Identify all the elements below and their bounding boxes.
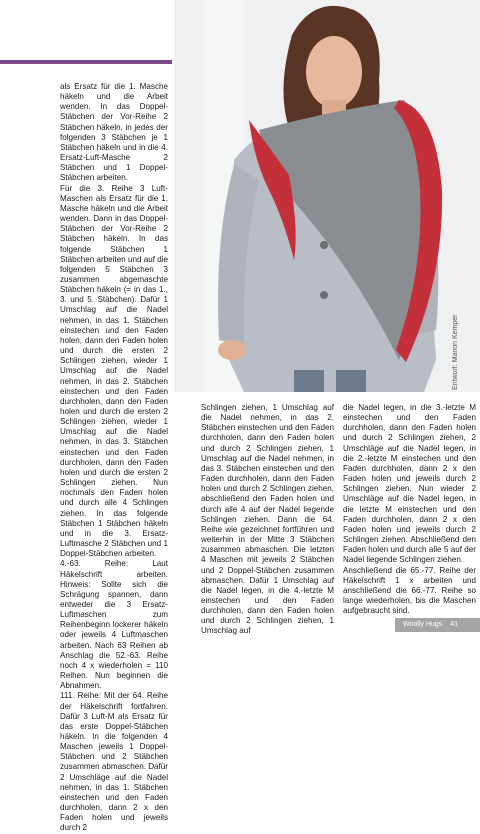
paragraph: Für die 3. Reihe 3 Luft-Maschen als Ersatz für die 1. Masche häkeln und die Arbeit wenden. Dann in das Doppel-Stäbchen der Vor-Reihe 2 Stäbchen häkeln. In das folgende Stäbchen 1 Stäbchen arbeiten und auf die folgenden 5 Stäbchen 3 zusammen abgemaschte Stäbchen häkeln (= in das 1., 3. und 5. Stäbchen). Dafür 1 Umschlag auf die Nadel nehmen, in das 1. Stäbchen einstechen und den Faden holen, dann den Faden holen und durch die ersten 2 Schlingen ziehen, wieder 1 Umschlag auf die Nadel nehmen, in das 2. Stäbchen einstechen und den Faden durchholen, dann den Faden holen und durch die ersten 2 Schlingen ziehen, wieder 1 Umschlag auf die Nadel nehmen, in das 3. Stäbchen einstechen und den Faden durchholen, dann den Faden holen und durch die ersten 2 Schlingen ziehen. Nun nochmals den Faden holen und durch alle 4 Schlingen ziehen. In das folgende Stäbchen 1 Stäbchen häkeln und in die 3. Ersatz-Luftmasche 2 Stäbchen und 1 Doppel-Stäbchen arbeiten. [60, 183, 169, 559]
paragraph: 111. Reihe: Mit der 64. Reihe der Häkelschrift fortfahren. Dafür 3 Luft-M als Ersatz für das erste Doppel-Stäbchen häkeln. In die folgenden 4 Maschen jeweils 1 Doppel-Stäbchen und 2 Stäbchen zusammen abmaschen. Dafür 2 Umschläge auf die Nadel nehmen, in das 1. Stäbchen einstechen und den Faden durchholen, dann 2 x den Faden holen und jeweils durch 2 [60, 691, 168, 833]
paragraph: die Nadel legen, in die 3.-letzte M einstechen und den Faden durchholen, dann den Faden holen und durch 2 Schlingen ziehen, 2 Umschläge auf die Nadel legen, in die 2.-letzte M einstechen und den Faden durchholen, dann 2 x den Faden holen und jeweils durch 2 Schlingen ziehen. Nun wieder 2 Umschläge auf die Nadel legen, in die letzte M einstechen und den Faden durchholen, dann 2 x den Faden holen und jeweils durch 2 Schlingen ziehen. Abschließend den Faden holen und durch alle 5 auf der Nadel liegende Schlingen ziehen. [343, 403, 476, 565]
paragraph: Schlingen ziehen, 1 Umschlag auf die Nadel nehmen, in das 2. Stäbchen einstechen und den Faden durchholen, dann den Faden holen und durch 2 Schlingen ziehen, 1 Umschlag auf die Nadel nehmen, in das 3. Stäbchen einstechen und den Faden durchholen, dann den Faden holen und durch 2 Schlingen ziehen, abschließend den Faden holen und durch alle 4 auf der Nadel liegende Schlingen ziehen. Dann die 64. Reihe wie gezeichnet fortführen und weiterhin in der Mitte 3 Stäbchen zusammen abmaschen. Die letzten 4 Maschen mit jeweils 2 Stäbchen und 2 Doppel-Stäbchen zusammen abmaschen. Dafür 1 Umschlag auf die Nadel legen, in die 4.-letzte M einstechen und den Faden durchholen, dann den Faden holen und durch 2 Schlingen ziehen, 1 Umschlag auf [201, 403, 334, 636]
paragraph: als Ersatz für die 1. Masche häkeln und die Arbeit wenden. In das Doppel-Stäbchen der Vor-Reihe 2 Stäbchen häkeln, in jedes der folgenden 3 Stäbchen je 1 Stäbchen häkeln und in die 4. Ersatz-Luft-Masche 2 Stäbchen und 1 Doppel-Stäbchen arbeiten. [60, 82, 168, 183]
shawl-illustration [174, 0, 480, 392]
page-number: 41 [450, 621, 458, 628]
magazine-name: Woolly Hugs [403, 621, 443, 628]
model-photo [174, 0, 480, 392]
text-column-1 [60, 82, 169, 833]
accent-rule [0, 60, 172, 64]
photo-credit: Entwurf: Marion Kemper [452, 314, 459, 390]
paragraph: 4.-63. Reihe: Laut Häkelschrift arbeiten. Hinweis: Sollte sich die Schrägung spannen, dann entweder die 3 Ersatz-Luftmaschen zum Reihenbeginn lockerer häkeln oder jeweils 4 Luftmaschen arbeiten. Nach 63 Reihen ab Anschlag die 52.-63. Reihe noch 4 x wiederholen = 110 Reihen. Nun beginnen die Abnahmen. [60, 559, 168, 691]
text-column-2 [201, 403, 334, 636]
page-footer [395, 618, 480, 632]
paragraph: Anschließend die 65.-77. Reihe der Häkelschrift 1 x arbeiten und anschließend die 66.-77. Reihe so lange wiederholen, bis die Maschen aufgebraucht sind. [343, 565, 476, 616]
text-column-3 [343, 403, 476, 618]
